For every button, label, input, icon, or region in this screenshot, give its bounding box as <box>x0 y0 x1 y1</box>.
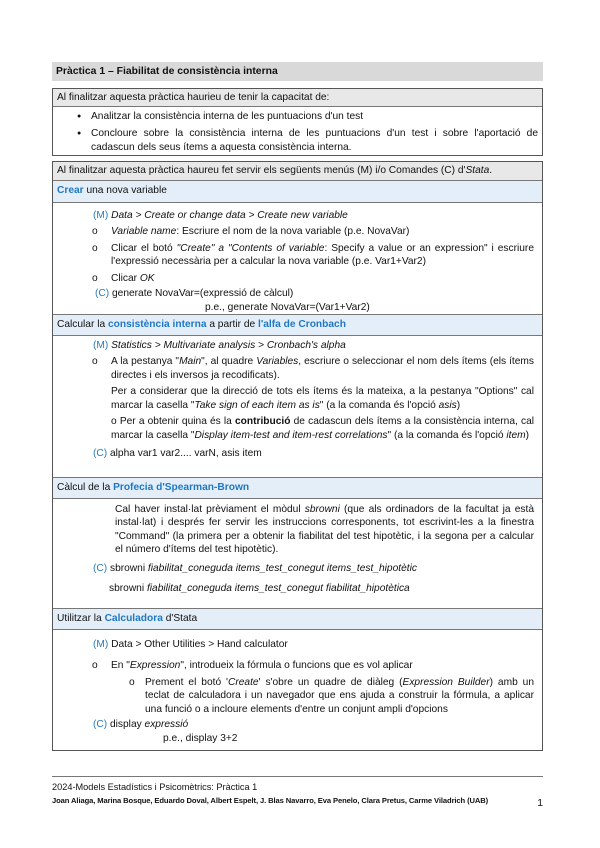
command-line: (C) alpha var1 var2.... varN, asis item <box>93 448 262 460</box>
step-paragraph: o Per a obtenir quina és la contribució de cadascun dels ítems a la consistència interna, cal marcar la casella "Display item-test and item-rest correlations" (a la comanda és l'opció item) <box>111 416 535 441</box>
objective-item: ● Analitzar la consistència interna de les puntuacions d'un test <box>53 110 542 123</box>
command-example: p.e., display 3+2 <box>163 732 238 744</box>
menu-path: (M) Data > Other Utilities > Hand calculator <box>93 639 288 650</box>
menus-intro: Al finalitzar aquesta pràctica haureu fet servir els següents menús (M) i/o Comandes (C) d'Stata. <box>53 162 542 181</box>
spearman-brown-paragraph: Cal haver instal·lat prèviament el mòdul sbrowni (que als ordinadors de la facultat ja està instal·lat) i després fer servir les instruccions corresponents, tot escrivint-les a la finestra "Command" (la primera per a obtenir la fiabilitat del test hipotètic, i la segona per a calcular el número d'ítems del test hipotètic). <box>115 504 534 556</box>
menu-path: (M) Data > Create or change data > Create new variable <box>93 210 348 221</box>
section-cronbach-heading: Calcular la consistència interna a partir de l'alfa de Cronbach <box>53 314 542 336</box>
section-calculator-heading: Utilitzar la Calculadora d'Stata <box>53 608 542 630</box>
section-create-variable-heading: Crear una nova variable <box>53 181 542 203</box>
command-line: (C) display expressió <box>93 719 189 731</box>
step-item: o Clicar OK <box>53 272 542 285</box>
command-line: (C) generate NovaVar=(expressió de càlcul) <box>95 288 294 300</box>
page-title: Pràctica 1 – Fiabilitat de consistència interna <box>52 62 543 81</box>
step-item: o Variable name: Escriure el nom de la nova variable (p.e. NovaVar) <box>53 225 542 238</box>
step-item: o En "Expression", introdueix la fórmula o funcions que es vol aplicar <box>53 659 542 672</box>
menus-box <box>52 161 543 751</box>
command-line: (C) sbrowni fiabilitat_coneguda items_test_conegut items_test_hipotètic <box>93 562 417 574</box>
objectives-box <box>52 88 543 156</box>
objectives-intro: Al finalitzar aquesta pràctica haurieu de tenir la capacitat de: <box>53 89 542 107</box>
footer-authors: Joan Aliaga, Marina Bosque, Eduardo Doval, Albert Espelt, J. Blas Navarro, Eva Penelo, Clara Pretus, Carme Viladrich (UAB) <box>52 796 489 806</box>
step-paragraph: Per a considerar que la direcció de tots els ítems és la mateixa, a la pestanya "Options" cal marcar la casella "Take sign of each item as is" (a la comanda és l'opció asis) <box>111 386 534 411</box>
step-subitem: o Prement el botó 'Create' s'obre un quadre de diàleg (Expression Builder) amb un teclat de calculadora i un navegador que ens ajuda a construir la fórmula, a aplicar una funció o a incloure elements d'entre un conjunt ampli d'opcions <box>53 676 542 716</box>
page-number: 1 <box>537 798 543 809</box>
step-item: o Clicar el botó "Create" a "Contents of variable: Specify a value or an expression" i escriure l'expressió necessària per a calcular la nova variable (p.e. Var1+Var2) <box>53 242 542 269</box>
command-line: sbrowni fiabilitat_coneguda items_test_conegut fiabilitat_hipotètica <box>109 583 410 595</box>
page-footer <box>52 776 543 809</box>
objective-item: ● Concloure sobre la consistència interna de les puntuacions d'un test i sobre l'aportació de cadascun dels seus ítems a aquesta consistència interna. <box>53 127 542 154</box>
step-item: o A la pestanya "Main", al quadre Variables, escriure o seleccionar el nom dels ítems (els ítems directes i els inversos ja recodificats). <box>53 355 542 382</box>
command-example: p.e., generate NovaVar=(Var1+Var2) <box>205 301 370 313</box>
menu-path: (M) Statistics > Multivariate analysis > Cronbach's alpha <box>93 340 346 351</box>
footer-course: 2024-Models Estadístics i Psicomètrics: Pràctica 1 <box>52 782 258 792</box>
section-spearman-brown-heading: Càlcul de la Profecia d'Spearman-Brown <box>53 477 542 499</box>
